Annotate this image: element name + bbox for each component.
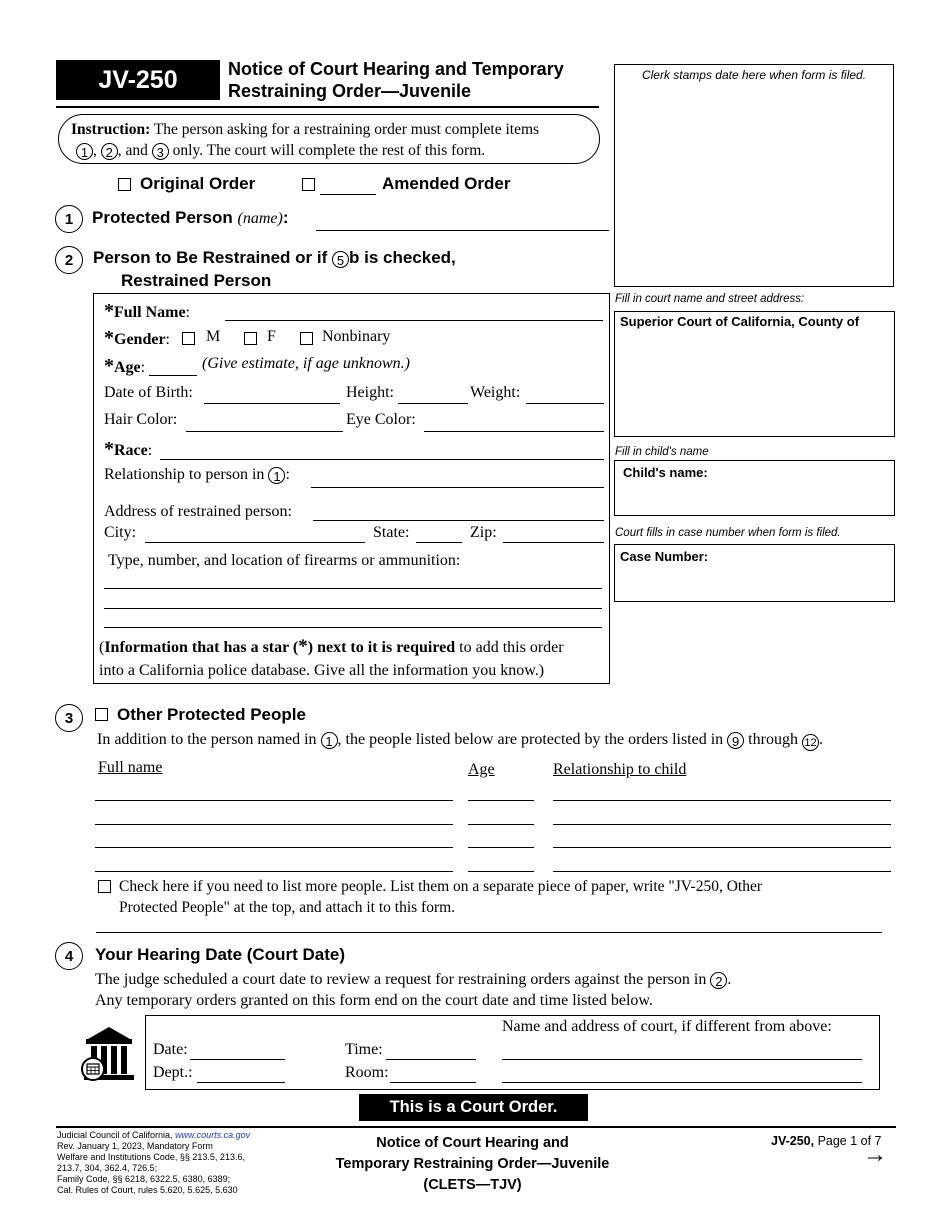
- court-name-box[interactable]: [614, 311, 895, 437]
- court-address-field-2[interactable]: [502, 1082, 862, 1083]
- item-3-divider: [96, 932, 882, 933]
- more-people-text: Check here if you need to list more people. List them on a separate piece of paper, write "JV-250, Other Protected People" at the top, and attach it to this form.: [119, 878, 763, 916]
- address-field[interactable]: [313, 520, 604, 521]
- age-field[interactable]: [149, 375, 197, 376]
- other-protected-people-checkbox[interactable]: [95, 708, 108, 721]
- more-people-checkbox[interactable]: [98, 880, 111, 893]
- clerk-stamp-label: Clerk stamps date here when form is filed.: [641, 68, 867, 82]
- child-name-label: Child's name:: [623, 465, 708, 480]
- other-person-2-age[interactable]: [468, 824, 534, 825]
- city-label: City:: [104, 524, 137, 541]
- hearing-date-field[interactable]: [190, 1059, 285, 1060]
- original-order-label: Original Order: [140, 174, 256, 193]
- protected-person-name-field[interactable]: [316, 230, 609, 231]
- race-field[interactable]: [160, 459, 604, 460]
- other-person-1-relationship[interactable]: [553, 800, 891, 801]
- item-4-number: 4: [55, 942, 83, 970]
- dob-field[interactable]: [204, 403, 340, 404]
- firearms-label: Type, number, and location of firearms or ammunition:: [108, 552, 461, 569]
- court-address-field-1[interactable]: [502, 1059, 862, 1060]
- other-person-3-name[interactable]: [95, 847, 453, 848]
- hearing-room-field[interactable]: [390, 1082, 476, 1083]
- hearing-time-field[interactable]: [386, 1059, 476, 1060]
- other-person-1-age[interactable]: [468, 800, 534, 801]
- form-code-badge: JV-250: [56, 60, 220, 100]
- courts-link[interactable]: www.courts.ca.gov: [175, 1130, 251, 1140]
- gender-label: *Gender:: [104, 327, 170, 349]
- col-full-name: Full name: [98, 759, 163, 776]
- full-name-label: *Full Name:: [104, 300, 190, 322]
- weight-label: Weight:: [470, 384, 521, 401]
- gender-nonbinary-label: Nonbinary: [322, 328, 391, 345]
- protected-person-label: Protected Person (name):: [92, 208, 289, 227]
- other-person-4-name[interactable]: [95, 871, 453, 872]
- hearing-desc: The judge scheduled a court date to review a request for restraining orders against the person in 2 . Any temporary orders granted on this form end on the court date and time listed below.: [95, 971, 732, 1009]
- full-name-field[interactable]: [225, 320, 603, 321]
- item-1-number: 1: [55, 205, 83, 233]
- col-relationship: Relationship to child: [553, 761, 687, 778]
- city-field[interactable]: [145, 542, 365, 543]
- other-person-3-age[interactable]: [468, 847, 534, 848]
- other-person-2-name[interactable]: [95, 824, 453, 825]
- header-rule: [56, 106, 599, 108]
- dob-label: Date of Birth:: [104, 384, 193, 401]
- other-protected-people-label: Other Protected People: [117, 705, 306, 724]
- age-hint: (Give estimate, if age unknown.): [202, 355, 410, 372]
- zip-label: Zip:: [470, 524, 497, 541]
- other-person-4-age[interactable]: [468, 871, 534, 872]
- hair-color-label: Hair Color:: [104, 411, 178, 428]
- state-label: State:: [373, 524, 410, 541]
- other-person-4-relationship[interactable]: [553, 871, 891, 872]
- hearing-room-label: Room:: [345, 1064, 389, 1081]
- item-ref-1: 1: [76, 143, 93, 160]
- restrained-person-heading: Person to Be Restrained or if 5 b is checked, Restrained Person: [93, 248, 456, 290]
- hair-color-field[interactable]: [186, 431, 343, 432]
- instruction-box: Instruction: The person asking for a restraining order must complete items 1 , 2 , and 3 only. The court will complete the rest of this form.: [58, 114, 600, 164]
- restrained-person-box: [93, 293, 610, 684]
- footer-left: Judicial Council of California, www.courts.ca.gov Rev. January 1, 2023, Mandatory Form Welfare and Institutions Code, §§ 213.5, 213.6, 213.7, 304, 362.4, 726.5; Family Code, §§ 6218, 6322.5, 6380, 6389; Cal. Rules of Court, rules 5.620, 5.625, 5.630: [57, 1130, 251, 1195]
- footer-page-number: JV-250, Page 1 of 7: [771, 1134, 882, 1148]
- age-label: *Age:: [104, 355, 146, 377]
- gender-m-checkbox[interactable]: [182, 332, 195, 345]
- relationship-label: Relationship to person in 1 :: [104, 466, 290, 484]
- item-ref-3: 3: [152, 143, 169, 160]
- hearing-date-heading: Your Hearing Date (Court Date): [95, 945, 345, 964]
- item-3-number: 3: [55, 704, 83, 732]
- child-name-box[interactable]: [614, 460, 895, 516]
- court-name-label: Superior Court of California, County of: [620, 314, 860, 329]
- courthouse-icon: [80, 1023, 138, 1085]
- page-title: Notice of Court Hearing and Temporary Restraining Order—Juvenile: [228, 59, 564, 101]
- court-order-banner: This is a Court Order.: [359, 1094, 588, 1121]
- other-person-3-relationship[interactable]: [553, 847, 891, 848]
- court-box-caption: Fill in court name and street address:: [615, 293, 805, 305]
- next-page-arrow-icon[interactable]: →: [863, 1141, 887, 1168]
- firearms-field-2[interactable]: [104, 608, 602, 609]
- weight-field[interactable]: [526, 403, 604, 404]
- height-label: Height:: [346, 384, 394, 401]
- required-info-note: (Information that has a star (*) next to it is required to add this order into a California police database. Give all the information you know.): [99, 636, 564, 679]
- col-age: Age: [468, 761, 495, 778]
- other-protected-desc: In addition to the person named in 1 , the people listed below are protected by the orders listed in 9 through 12 .: [97, 731, 823, 749]
- footer-title: Notice of Court Hearing and Temporary Restraining Order—Juvenile (CLETS—TJV): [335, 1135, 610, 1193]
- case-box-caption: Court fills in case number when form is filed.: [615, 527, 841, 539]
- gender-m-label: M: [206, 328, 221, 345]
- state-field[interactable]: [416, 542, 462, 543]
- clerk-stamp-box[interactable]: [614, 64, 894, 287]
- hearing-date-label: Date:: [153, 1041, 188, 1058]
- height-field[interactable]: [398, 403, 468, 404]
- gender-nonbinary-checkbox[interactable]: [300, 332, 313, 345]
- item-2-number: 2: [55, 246, 83, 274]
- case-number-label: Case Number:: [620, 549, 709, 564]
- eye-color-label: Eye Color:: [346, 411, 416, 428]
- amended-order-number-field[interactable]: [320, 194, 376, 195]
- hearing-dept-label: Dept.:: [153, 1064, 193, 1081]
- gender-f-label: F: [267, 328, 276, 345]
- footer-rule: [56, 1126, 896, 1128]
- firearms-field-3[interactable]: [104, 627, 602, 628]
- relationship-field[interactable]: [311, 487, 604, 488]
- race-label: *Race:: [104, 438, 153, 460]
- other-person-1-name[interactable]: [95, 800, 453, 801]
- other-person-2-relationship[interactable]: [553, 824, 891, 825]
- gender-f-checkbox[interactable]: [244, 332, 257, 345]
- amended-order-checkbox[interactable]: [302, 178, 315, 191]
- amended-order-label: Amended Order: [382, 174, 511, 193]
- firearms-field-1[interactable]: [104, 588, 602, 589]
- case-number-box[interactable]: [614, 544, 895, 602]
- original-order-checkbox[interactable]: [118, 178, 131, 191]
- child-box-caption: Fill in child's name: [615, 446, 709, 458]
- address-label: Address of restrained person:: [104, 503, 292, 520]
- eye-color-field[interactable]: [424, 431, 604, 432]
- hearing-time-label: Time:: [345, 1041, 383, 1058]
- zip-field[interactable]: [503, 542, 604, 543]
- court-address-label: Name and address of court, if different from above:: [502, 1018, 832, 1035]
- item-ref-2: 2: [101, 143, 118, 160]
- hearing-dept-field[interactable]: [197, 1082, 285, 1083]
